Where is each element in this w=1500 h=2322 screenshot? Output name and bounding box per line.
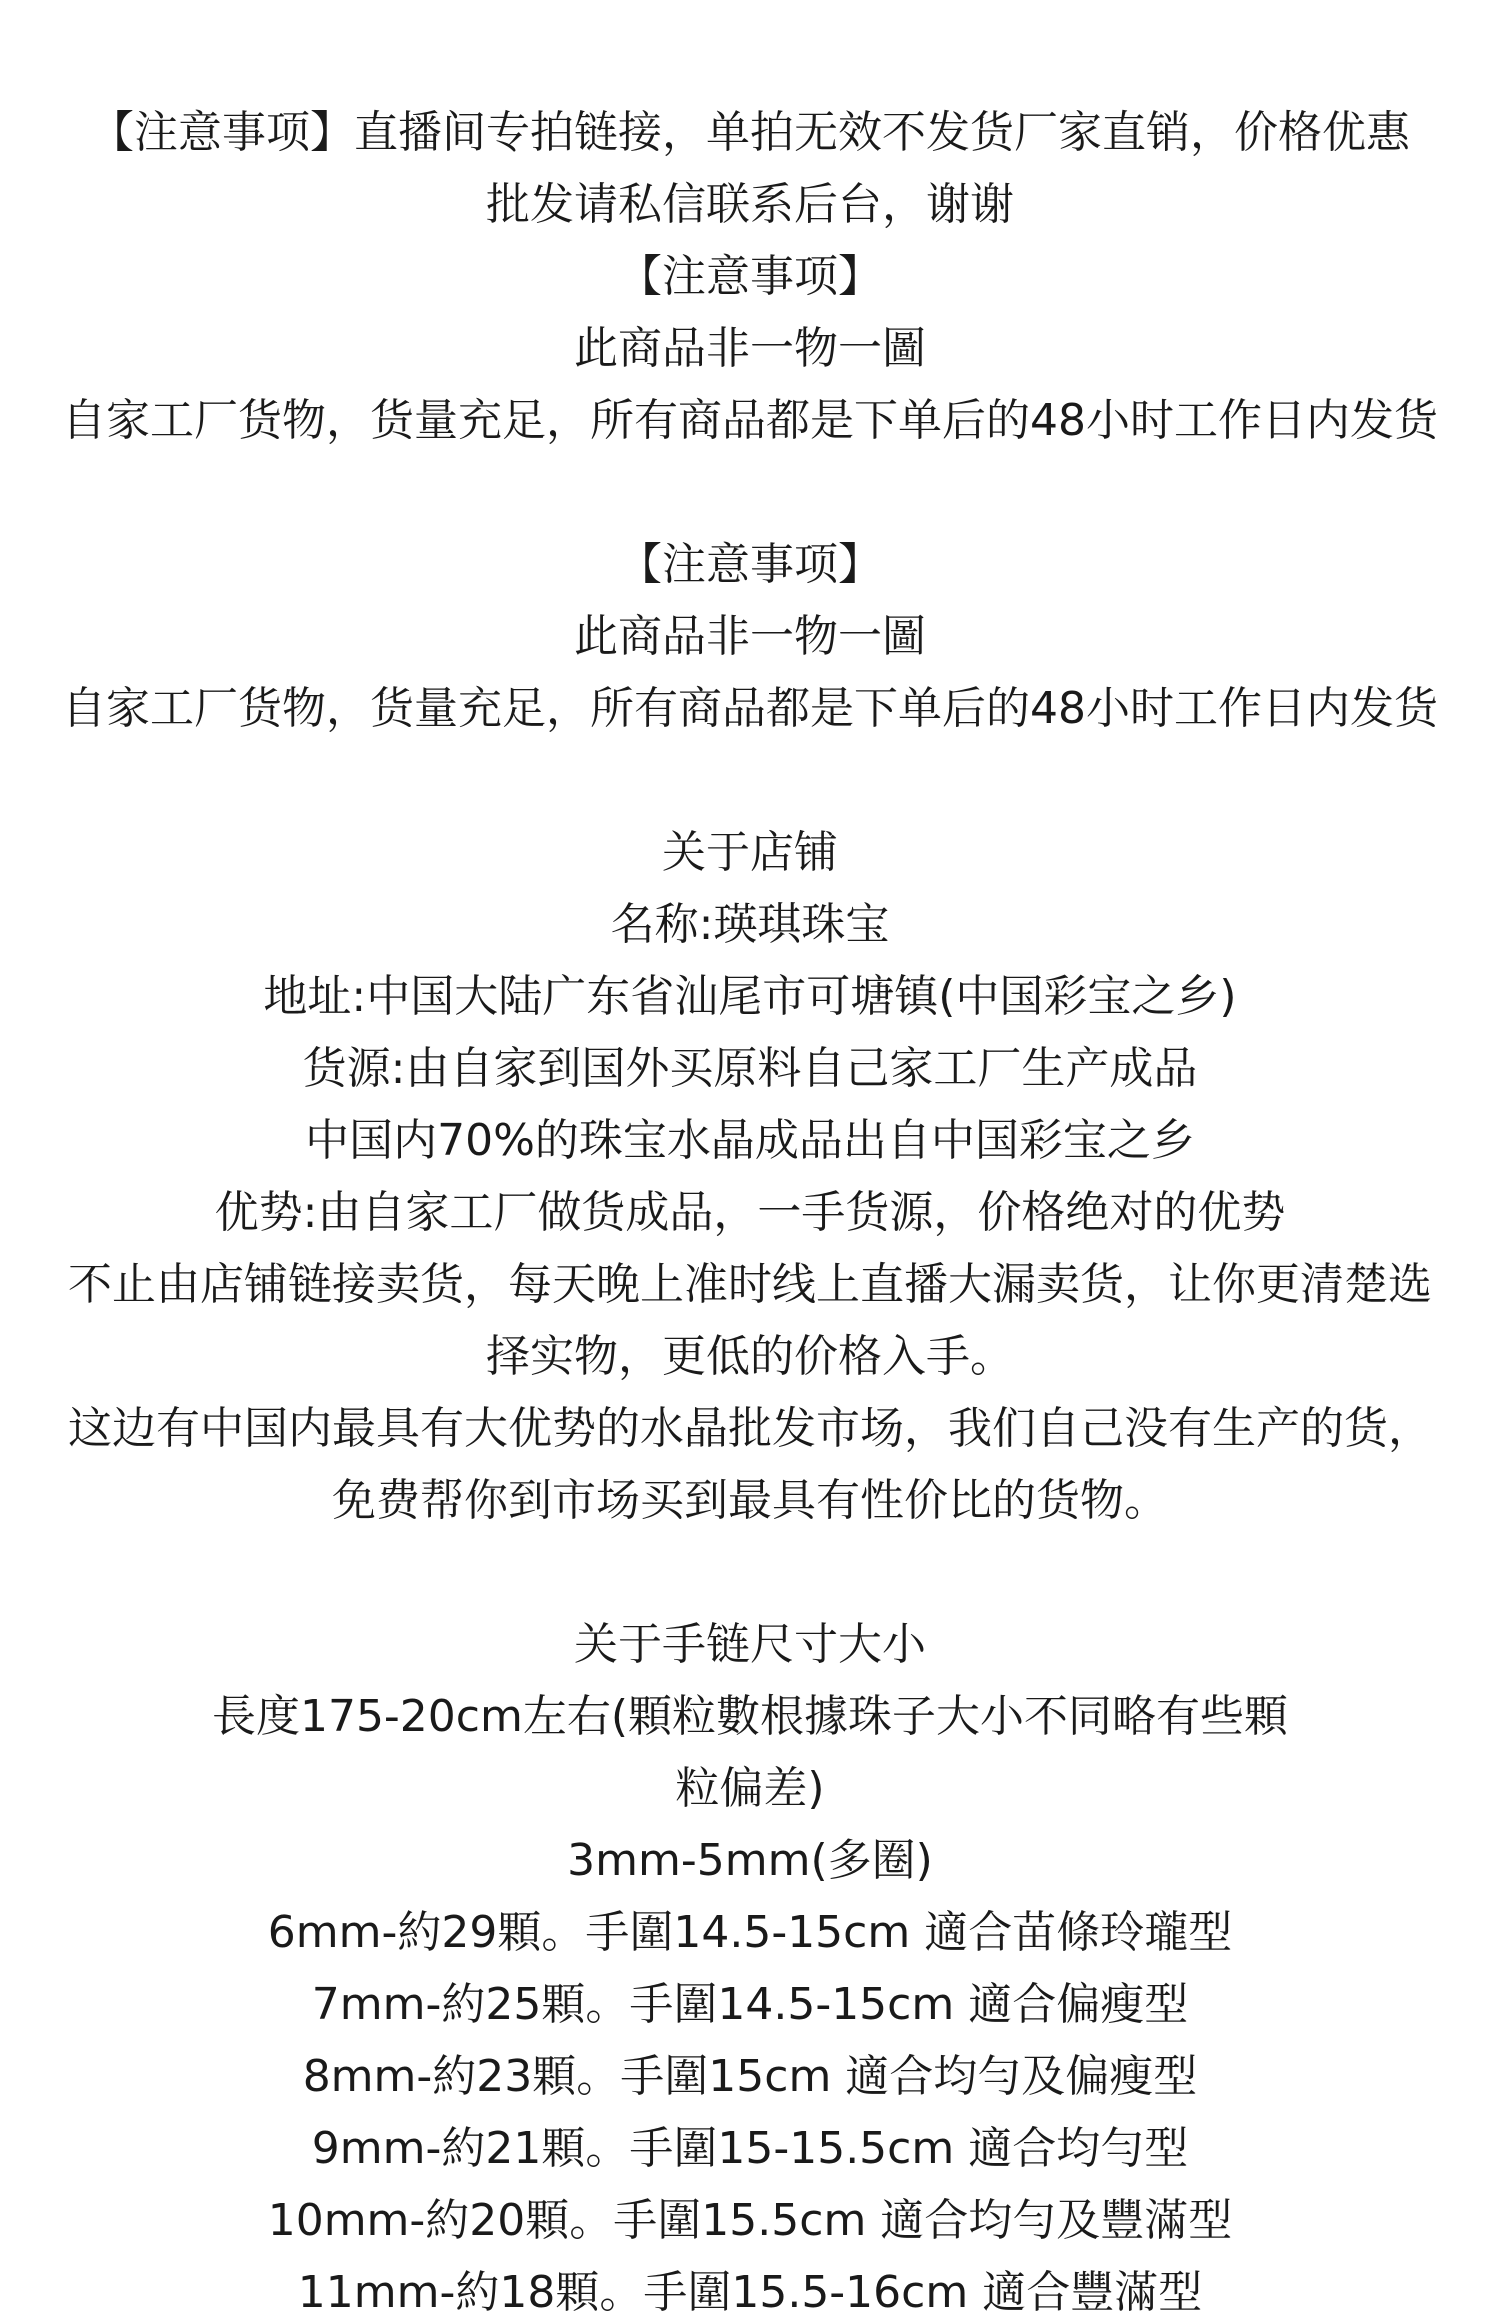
store-section-heading: 关于店铺 xyxy=(662,827,838,878)
notice-line-wholesale: 批发请私信联系后台，谢谢 xyxy=(486,179,1014,230)
bracelet-size-9mm: 9mm-約21顆。手圍15-15.5cm 適合均勻型 xyxy=(311,2123,1189,2174)
store-market-line-1: 这边有中国内最具有大优势的水晶批发市场，我们自己没有生产的货， xyxy=(68,1403,1432,1454)
notice-heading: 【注意事项】 xyxy=(618,251,882,302)
store-address: 地址:中国大陆广东省汕尾市可塘镇(中国彩宝之乡) xyxy=(263,971,1237,1022)
bracelet-size-heading: 关于手链尺寸大小 xyxy=(574,1619,926,1670)
notice-heading: 【注意事项】 xyxy=(618,539,882,590)
notice-line-shipping: 自家工厂货物，货量充足，所有商品都是下单后的48小时工作日内发货 xyxy=(62,395,1438,446)
store-share-line: 中国内70%的珠宝水晶成品出自中国彩宝之乡 xyxy=(305,1115,1195,1166)
bracelet-size-8mm: 8mm-約23顆。手圍15cm 適合均勻及偏瘦型 xyxy=(302,2051,1198,2102)
store-live-line-1: 不止由店铺链接卖货，每天晚上准时线上直播大漏卖货，让你更清楚选 xyxy=(68,1259,1432,1310)
store-name: 名称:瑛琪珠宝 xyxy=(610,899,890,950)
bracelet-size-10mm: 10mm-約20顆。手圍15.5cm 適合均勻及豐滿型 xyxy=(267,2195,1233,2246)
bracelet-size-11mm: 11mm-約18顆。手圍15.5-16cm 適合豐滿型 xyxy=(297,2267,1203,2318)
store-live-line-2: 择实物，更低的价格入手。 xyxy=(486,1331,1014,1382)
bracelet-size-6mm: 6mm-約29顆。手圍14.5-15cm 適合苗條玲瓏型 xyxy=(267,1907,1233,1958)
bracelet-length-line-2: 粒偏差) xyxy=(675,1763,825,1814)
notice-line-shipping: 自家工厂货物，货量充足，所有商品都是下单后的48小时工作日内发货 xyxy=(62,683,1438,734)
notice-line-not-actual: 此商品非一物一圖 xyxy=(574,611,926,662)
bracelet-length-line-1: 長度175-20cm左右(顆粒數根據珠子大小不同略有些顆 xyxy=(211,1691,1289,1742)
bracelet-size-7mm: 7mm-約25顆。手圍14.5-15cm 適合偏瘦型 xyxy=(311,1979,1189,2030)
store-source: 货源:由自家到国外买原料自己家工厂生产成品 xyxy=(302,1043,1198,1094)
bracelet-size-3-5mm: 3mm-5mm(多圈) xyxy=(567,1835,933,1886)
store-market-line-2: 免费帮你到市场买到最具有性价比的货物。 xyxy=(332,1475,1168,1526)
notice-line-not-actual: 此商品非一物一圖 xyxy=(574,323,926,374)
notice-line-live-only: 【注意事项】直播间专拍链接，单拍无效不发货厂家直销，价格优惠 xyxy=(90,107,1410,158)
store-advantage: 优势:由自家工厂做货成品，一手货源，价格绝对的优势 xyxy=(214,1187,1286,1238)
